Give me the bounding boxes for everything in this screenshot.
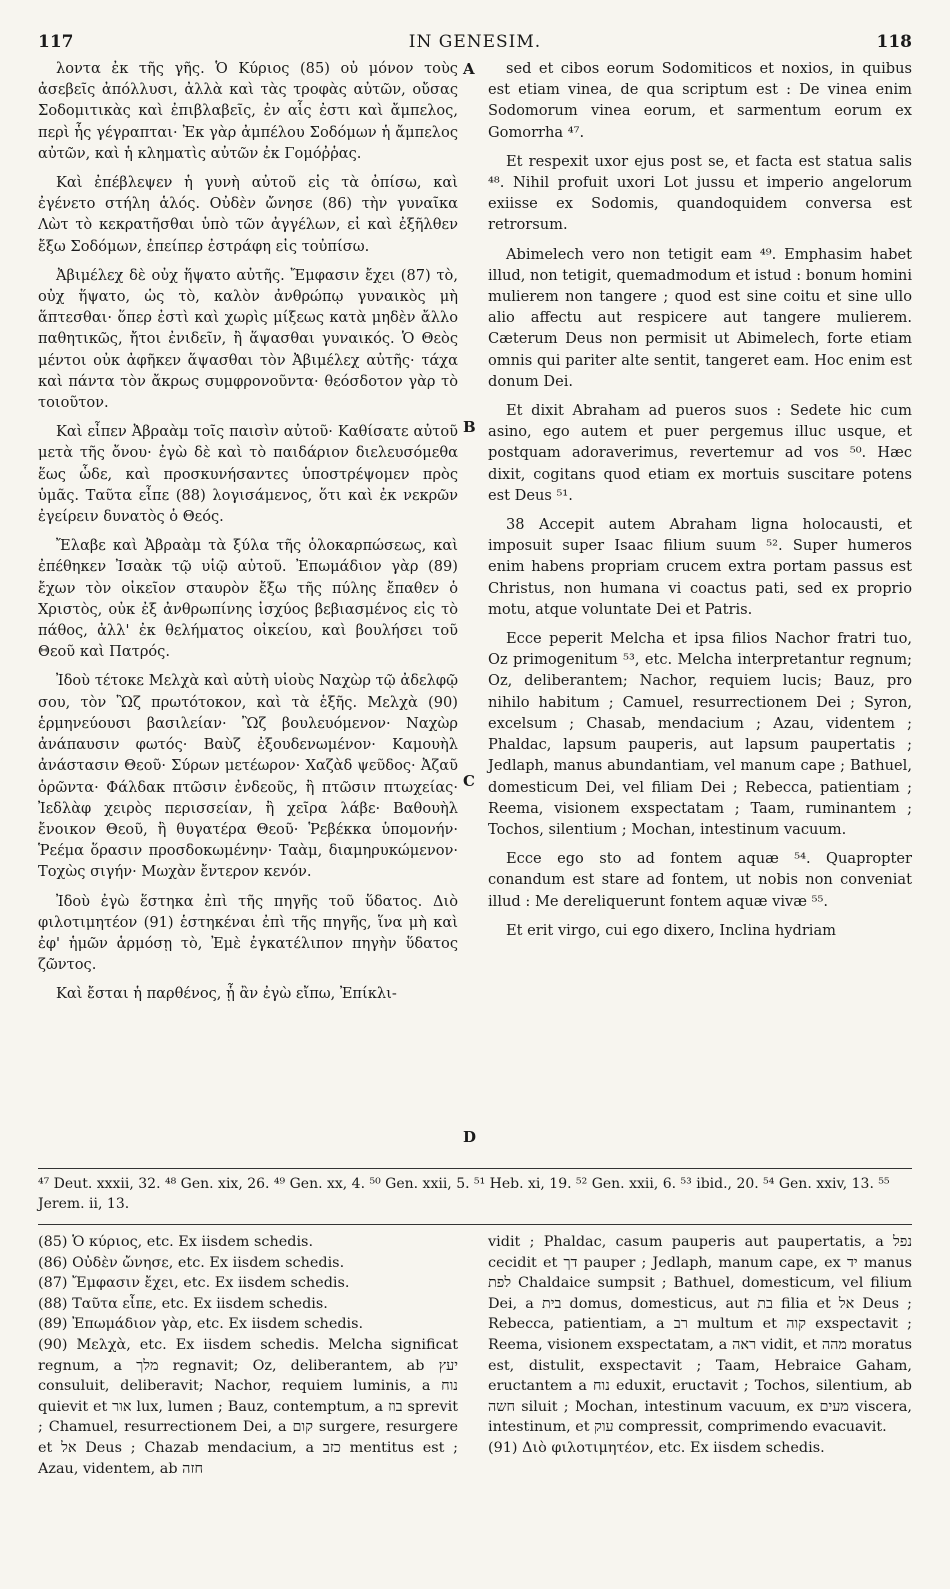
notes-divider <box>38 1224 912 1225</box>
latin-paragraph: Ecce ego sto ad fontem aquæ ⁵⁴. Quapropter conandum est stare ad fontem, ut nobis non conveniat illud : Me dereliquerunt fontem aquæ vivæ ⁵⁵. <box>488 850 912 910</box>
margin-mark-a: A <box>463 60 475 78</box>
latin-paragraph: Ecce peperit Melcha et ipsa filios Nachor fratri tuo, Oz primogenitum ⁵³, etc. Melcha interpretantur regnum; Oz, deliberantem; Nachor, requiem lucis; Bauz, pro nihilo habitum ; Camuel, resurrectionem Dei ; Syron, excelsum ; Chasab, mendacium ; Azau, videntem ; Phaldac, lapsum pauperis, aut lapsum paupertatis ; Jedlaph, manus abundantiam, vel manum cape ; Bathuel, domesticum Dei, vel filiam Dei ; Rebecca, patientiam ; Reema, visionem exspectatam ; Taam, ruminantem ; Tochos, silentium ; Mochan, intestinum vacuum. <box>488 630 912 838</box>
running-header <box>38 32 912 56</box>
latin-paragraph: Abimelech vero non tetigit eam ⁴⁹. Emphasim habet illud, non tetigit, quemadmodum et istud : bonum homini mulierem non tangere ; quod est sine coitu et sine ullo alio affectu aut respicere aut tangere mulierem. Cæterum Deus non permisit ut Abimelech, forte etiam omnis qui pariter alte sentit, tangeret eam. Hoc enim est donum Dei. <box>488 245 912 390</box>
footnote-divider <box>38 1168 912 1169</box>
margin-mark-c: C <box>463 772 475 790</box>
greek-paragraph: Ἀβιμέλεχ δὲ οὐχ ἥψατο αὐτῆς. Ἔμφασιν ἔχει (87) τὸ, οὐχ ἥψατο, ὡς τὸ, καλὸν ἀνθρώπῳ γυναικὸς μὴ ἅπτεσθαι· ὅπερ ἐστὶ καὶ χωρὶς μίξεως κατὰ μηδὲν ἄλλο παθητικῶς, ἤτοι ἐνιδεῖν, ἢ ἅψασθαι γυναικός. Ὁ Θεὸς μέντοι οὐκ ἀφῆκεν ἅψασθαι τὸν Ἀβιμέλεχ αὐτῆς· τάχα καὶ πάντα τὸν ἄκρως συμφρονοῦντα· θεόσδοτον γὰρ τὸ τοιοῦτον. <box>38 266 458 412</box>
note: (91) Διὸ φιλοτιμητέον, etc. Ex iisdem schedis. <box>488 1439 825 1456</box>
latin-column <box>488 58 912 949</box>
scripture-footnotes: ⁴⁷ Deut. xxxii, 32. ⁴⁸ Gen. xix, 26. ⁴⁹ Gen. xx, 4. ⁵⁰ Gen. xxii, 5. ⁵¹ Heb. xi, 19. ⁵² Gen. xxii, 6. ⁵³ ibid., 20. ⁵⁴ Gen. xxiv, 13. ⁵⁵ Jerem. ii, 13. <box>38 1176 890 1212</box>
running-title: IN GENESIM. <box>408 32 542 52</box>
latin-paragraph: 38 Accepit autem Abraham ligna holocausti, et imposuit super Isaac filium suum ⁵². Super humeros enim habens propriam crucem extra portam passus est Christus, non humana vi coactus pati, sed ex proprio motu, atque voluntate Dei et Patris. <box>488 516 912 618</box>
greek-paragraph: Καὶ ἔσται ἡ παρθένος, ᾗ ἂν ἐγὼ εἴπω, Ἐπίκλι- <box>56 985 397 1003</box>
greek-paragraph: Καὶ ἐπέβλεψεν ἡ γυνὴ αὐτοῦ εἰς τὰ ὀπίσω, καὶ ἐγένετο στήλη ἁλός. Οὐδὲν ὤνησε (86) τὴν γυναῖκα Λὼτ τὸ κεκρατῆσθαι ὑπὸ τῶν ἀγγέλων, εἰ καὶ ἐξῆλθεν ἔξω Σοδόμων, ἐπείπερ ἐστράφη εἰς τοὐπίσω. <box>38 174 458 255</box>
notes-right-column <box>488 1232 912 1459</box>
note: (90) Μελχὰ, etc. Ex iisdem schedis. Melcha significat regnum, a מלך regnavit; Oz, deliberantem, ab יעץ consuluit, deliberavit; Nachor, requiem luminis, a נוח quievit et אור lux, lumen ; Bauz, contemptum, a בוז sprevit ; Chamuel, resurrectionem Dei, a קום surgere, resurgere et אל Deus ; Chazab mendacium, a כזב mentitus est ; Azau, videntem, ab חזה <box>38 1336 459 1477</box>
note: (88) Ταῦτα εἶπε, etc. Ex iisdem schedis. <box>38 1295 328 1312</box>
margin-mark-d: D <box>463 1128 477 1146</box>
note: (85) Ὁ κύριος, etc. Ex iisdem schedis. <box>38 1234 314 1250</box>
greek-paragraph: Ἰδοὺ τέτοκε Μελχὰ καὶ αὐτὴ υἱοὺς Ναχὼρ τῷ ἀδελφῷ σου, τὸν Ὢζ πρωτότοκον, καὶ τὰ ἑξῆς. Μελχὰ (90) ἑρμηνεύουσι βασιλείαν· Ὢζ βουλευόμενον· Ναχὼρ ἀνάπαυσιν φωτός· Βαὺζ ἐξουδενωμένον· Καμουὴλ ἀνάστασιν Θεοῦ· Σύρων μετέωρον· Χαζὰδ ψεῦδος· Ἀζαῦ ὁρῶντα· Φάλδακ πτῶσιν ἐνδεοῦς, ἢ πτῶσιν πτωχείας· Ἰεδλὰφ χειρὸς περισσείαν, ἢ χεῖρα λάβε· Βαθουὴλ ἔνοικον Θεοῦ, ἢ θυγατέρα Θεοῦ· Ῥεβέκκα ὑπομονήν· Ῥεέμα ὅρασιν προσδοκωμένην· Ταὰμ, διαμηρυκώμενον· Τοχὼς σιγήν· Μωχὰν ἔντερον κενόν. <box>38 672 458 881</box>
note: (86) Οὐδὲν ὤνησε, etc. Ex iisdem schedis. <box>38 1254 345 1271</box>
greek-paragraph: λοντα ἐκ τῆς γῆς. Ὁ Κύριος (85) οὐ μόνον τοὺς ἀσεβεῖς ἀπόλλυσι, ἀλλὰ καὶ τὰς τροφὰς αὐτῶν, οὔσας Σοδομιτικὰς καὶ ἐπιβλαβεῖς, ἐν αἷς ἐστι καὶ ἄμπελος, περὶ ἧς γέγραπται· Ἐκ γὰρ ἀμπέλου Σοδόμων ἡ ἄμπελος αὐτῶν, καὶ ἡ κληματὶς αὐτῶν ἐκ Γομόῤῥας. <box>38 60 458 162</box>
margin-mark-b: B <box>463 418 476 436</box>
latin-paragraph: Et dixit Abraham ad pueros suos : Sedete hic cum asino, ego autem et puer pergemus illuc usque, et postquam adoraverimus, revertemur ad vos ⁵⁰. Hæc dixit, cogitans quod etiam ex mortuis suscitare potens est Deus ⁵¹. <box>488 402 912 504</box>
greek-paragraph: Ἔλαβε καὶ Ἀβραὰμ τὰ ξύλα τῆς ὁλοκαρπώσεως, καὶ ἐπέθηκεν Ἰσαὰκ τῷ υἱῷ αὐτοῦ. Ἐπωμάδιον γὰρ (89) ἔχων τὸν οἰκεῖον σταυρὸν ἔξω τῆς πύλης ἔπαθεν ὁ Χριστὸς, οὐκ ἐξ ἀνθρωπίνης ἰσχύος βεβιασμένος εἰς τὸ πάθος, ἀλλ' ἐκ θελήματος οἰκείου, καὶ βουλήσει τοῦ Θεοῦ καὶ Πατρός. <box>38 537 458 661</box>
greek-paragraph: Καὶ εἶπεν Ἀβραὰμ τοῖς παισὶν αὐτοῦ· Καθίσατε αὐτοῦ μετὰ τῆς ὄνου· ἐγὼ δὲ καὶ τὸ παιδάριον διελευσόμεθα ἕως ὧδε, καὶ προσκυνήσαντες ὑποστρέψομεν πρὸς ὑμᾶς. Ταῦτα εἶπε (88) λογισάμενος, ὅτι καὶ ἐκ νεκρῶν ἐγείρειν δυνατὸς ὁ Θεός. <box>38 423 458 526</box>
greek-column <box>38 58 458 1013</box>
note: (89) Ἐπωμάδιον γὰρ, etc. Ex iisdem schedis. <box>38 1316 364 1333</box>
latin-paragraph: Et respexit uxor ejus post se, et facta est statua salis ⁴⁸. Nihil profuit uxori Lot jussu et imperio angelorum exiisse ex Sodomis, quandoquidem conversa est retrorsum. <box>488 152 912 234</box>
notes-left-column <box>38 1232 458 1479</box>
greek-paragraph: Ἰδοὺ ἐγὼ ἕστηκα ἐπὶ τῆς πηγῆς τοῦ ὕδατος. Διὸ φιλοτιμητέον (91) ἑστηκέναι ἐπὶ τῆς πηγῆς, ἵνα μὴ καὶ ἐφ' ἡμῶν ἁρμόσῃ τὸ, Ἐμὲ ἐγκατέλιπον πηγὴν ὕδατος ζῶντος. <box>38 892 458 974</box>
right-page-number: 118 <box>876 32 912 52</box>
latin-paragraph: Et erit virgo, cui ego dixero, Inclina hydriam <box>506 921 837 939</box>
note: (87) Ἔμφασιν ἔχει, etc. Ex iisdem schedis. <box>38 1275 350 1292</box>
latin-paragraph: sed et cibos eorum Sodomiticos et noxios, in quibus est etiam vinea, de qua scriptum est : De vinea enim Sodomorum vinea eorum, et sarmentum eorum ex Gomorrha ⁴⁷. <box>488 60 912 141</box>
note: vidit ; Phaldac, casum pauperis aut paupertatis, a נפל cecidit et דך pauper ; Jedlaph, manum cape, ex יד manus לפת Chaldaice sumpsit ; Bathuel, domesticum, vel filium Dei, a בית domus, domesticus, aut בת filia et אל Deus ; Rebecca, patientiam, a רב multum et קוה exspectavit ; Reema, visionem exspectatam, a ראה vidit, et מהה moratus est, distulit, exspectavit ; Taam, Hebraice Gaham, eructantem a נוח eduxit, eructavit ; Tochos, silentium, ab חשה siluit ; Mochan, intestinum vacuum, ex מעים viscera, intestinum, et עוק compressit, comprimendo evacuavit. <box>488 1234 913 1436</box>
left-page-number: 117 <box>38 32 74 52</box>
